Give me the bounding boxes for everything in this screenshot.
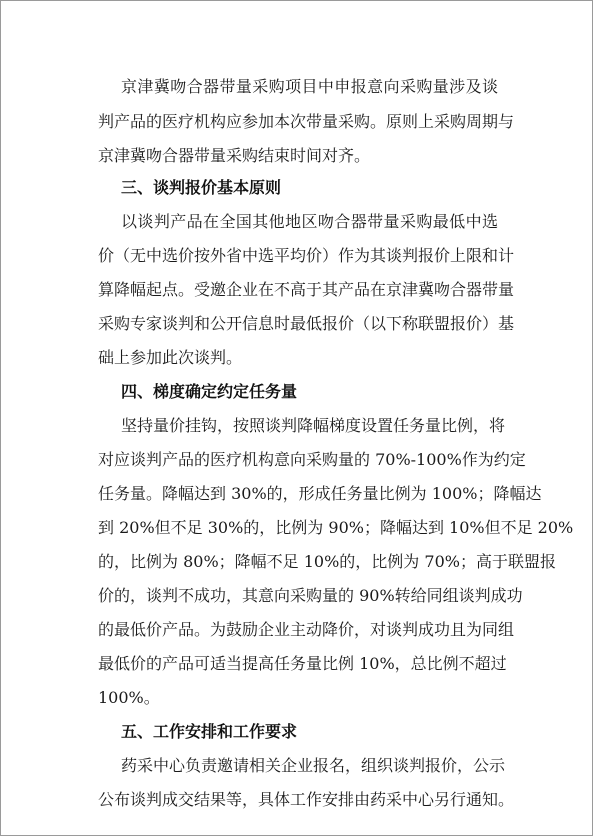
paragraph-line: 对应谈判产品的医疗机构意向采购量的 70%-100%作为约定 [98,450,526,469]
paragraph-line: 价（无中选价按外省中选平均价）作为其谈判报价上限和计 [98,246,515,265]
paragraph-line: 的最低价产品。为鼓励企业主动降价，对谈判成功且为同组 [98,620,515,639]
paragraph-line: 药采中心负责邀请相关企业报名，组织谈判报价，公示 [121,756,506,775]
paragraph-line: 采购专家谈判和公开信息时最低报价（以下称联盟报价）基 [98,314,515,333]
paragraph-line: 京津冀吻合器带量采购项目中申报意向采购量涉及谈 [121,77,498,96]
paragraph-line: 坚持量价挂钩，按照谈判降幅梯度设置任务量比例，将 [121,416,506,435]
paragraph-line: 的，比例为 80%；降幅不足 10%的，比例为 70%；高于联盟报 [98,552,556,571]
paragraph-line: 以谈判产品在全国其他地区吻合器带量采购最低中选 [121,212,498,231]
paragraph-line: 100%。 [98,688,160,707]
paragraph-line: 算降幅起点。受邀企业在不高于其产品在京津冀吻合器带量 [98,280,515,299]
paragraph-line: 判产品的医疗机构应参加本次带量采购。原则上采购周期与 [98,112,515,131]
paragraph-line: 任务量。降幅达到 30%的，形成任务量比例为 100%；降幅达 [98,484,542,503]
paragraph-line: 础上参加此次谈判。 [98,348,243,367]
paragraph-line: 最低价的产品可适当提高任务量比例 10%，总比例不超过 [98,654,507,673]
paragraph-line: 价的，谈判不成功，其意向采购量的 90%转给同组谈判成功 [98,586,523,605]
section-heading-5: 五、工作安排和工作要求 [121,722,298,741]
paragraph-line: 公布谈判成交结果等，具体工作安排由药采中心另行通知。 [98,790,515,809]
paragraph-line: 京津冀吻合器带量采购结束时间对齐。 [98,146,371,165]
section-heading-4: 四、梯度确定约定任务量 [121,382,298,401]
section-heading-3: 三、谈判报价基本原则 [121,178,282,197]
paragraph-line: 到 20%但不足 30%的，比例为 90%；降幅达到 10%但不足 20% [98,518,574,537]
